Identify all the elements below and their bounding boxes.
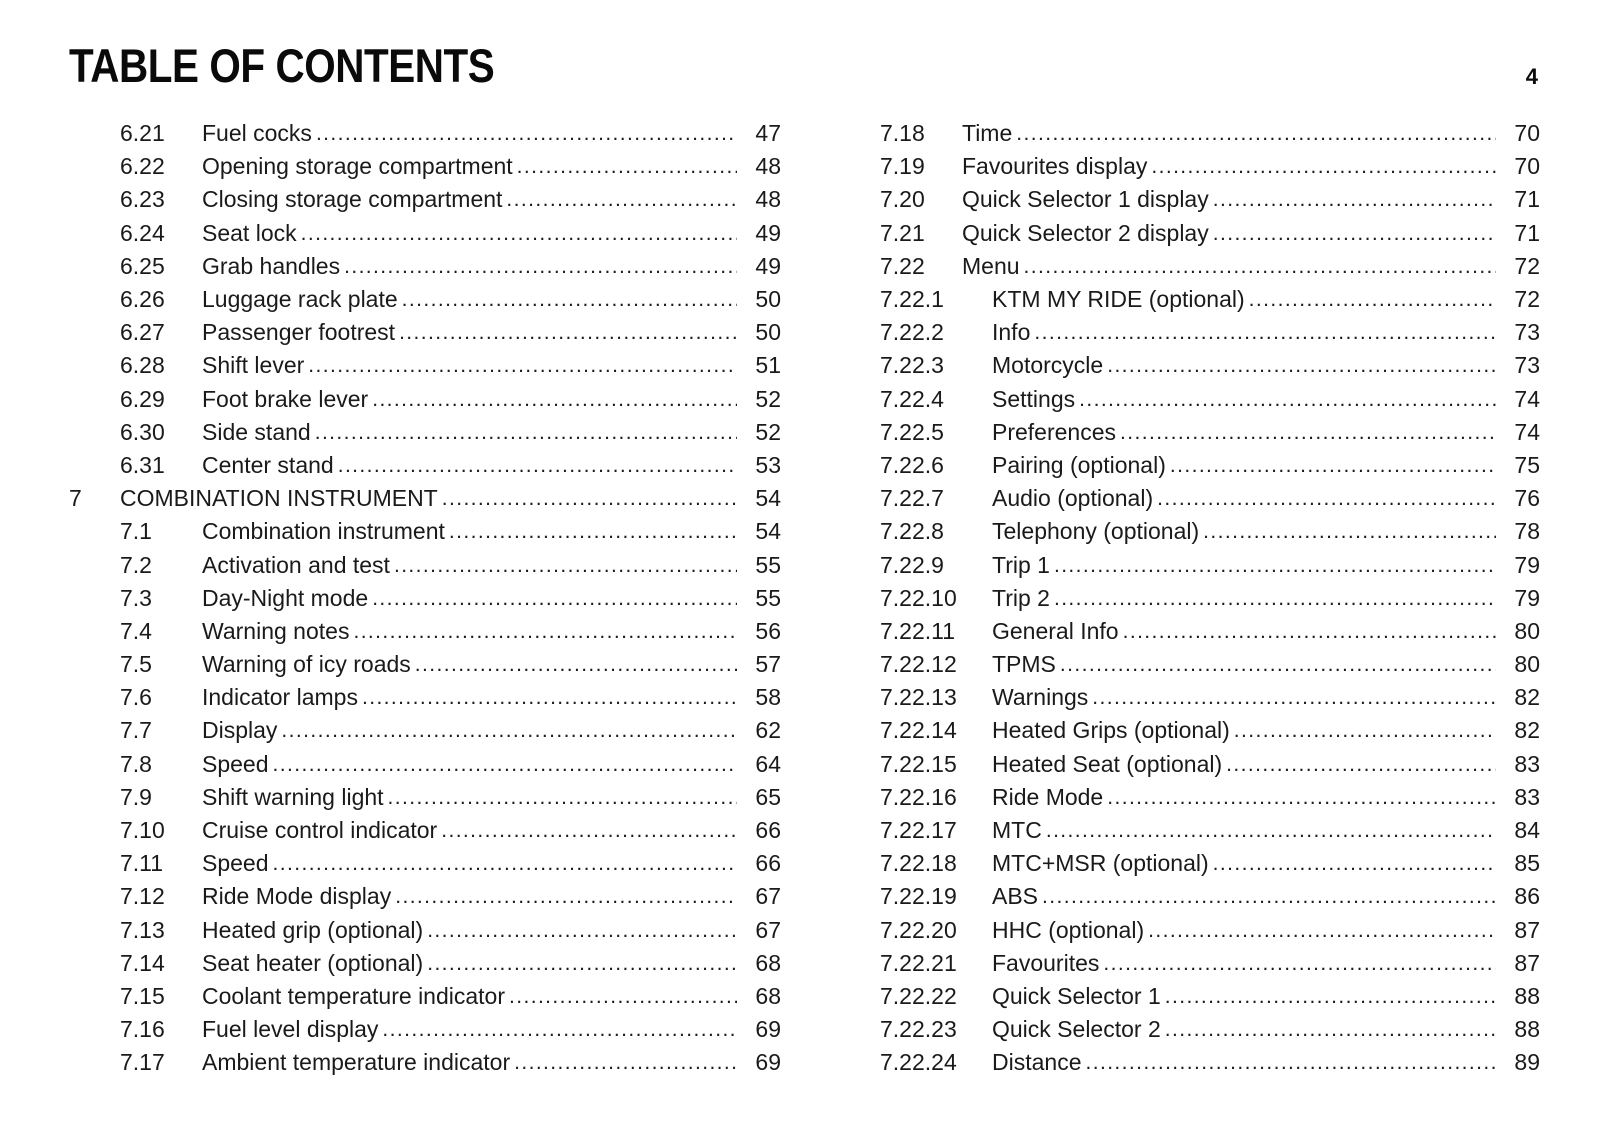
toc-section-title[interactable]: Center stand bbox=[202, 449, 338, 482]
toc-section-number: 7.16 bbox=[120, 1016, 165, 1043]
toc-page-number[interactable]: 53 bbox=[737, 449, 781, 482]
toc-section-number: 7.19 bbox=[880, 153, 925, 180]
toc-page-number[interactable]: 55 bbox=[737, 582, 781, 615]
toc-page-number[interactable]: 88 bbox=[1496, 980, 1540, 1013]
dot-leader bbox=[308, 349, 737, 382]
toc-section-title[interactable]: Fuel level display bbox=[202, 1013, 382, 1046]
toc-page-number[interactable]: 75 bbox=[1496, 449, 1540, 482]
dot-leader bbox=[1148, 914, 1496, 947]
dot-leader bbox=[1213, 183, 1496, 216]
dot-leader bbox=[315, 416, 737, 449]
toc-entry[interactable] bbox=[880, 283, 1540, 316]
toc-page-number[interactable]: 74 bbox=[1496, 416, 1540, 449]
toc-page-number[interactable]: 68 bbox=[737, 947, 781, 980]
toc-section-number: 7.22.1 bbox=[880, 286, 944, 313]
toc-section-number: 7.5 bbox=[120, 651, 152, 678]
dot-leader bbox=[415, 648, 737, 681]
toc-entry[interactable] bbox=[69, 283, 781, 316]
toc-section-number: 7.22.3 bbox=[880, 352, 944, 379]
toc-page-number[interactable]: 73 bbox=[1496, 316, 1540, 349]
toc-section-number: 7.18 bbox=[880, 120, 925, 147]
toc-section-title[interactable]: Warnings bbox=[992, 681, 1092, 714]
toc-section-number: 7.6 bbox=[120, 684, 152, 711]
toc-chapter-entry[interactable] bbox=[69, 482, 781, 515]
toc-entry[interactable] bbox=[69, 714, 781, 747]
toc-page-number[interactable]: 66 bbox=[737, 847, 781, 880]
toc-page-number[interactable]: 72 bbox=[1496, 250, 1540, 283]
toc-section-number: 7.22.8 bbox=[880, 518, 944, 545]
toc-section-number: 7.22.9 bbox=[880, 551, 944, 578]
dot-leader bbox=[395, 880, 737, 913]
toc-entry[interactable] bbox=[69, 947, 781, 980]
toc-section-title[interactable]: Preferences bbox=[992, 416, 1120, 449]
toc-entry[interactable] bbox=[69, 814, 781, 847]
toc-section-title[interactable]: COMBINATION INSTRUMENT bbox=[120, 482, 442, 515]
toc-section-number: 7.21 bbox=[880, 219, 925, 246]
toc-section-title[interactable]: Warning notes bbox=[202, 615, 353, 648]
toc-entry[interactable] bbox=[880, 880, 1540, 913]
toc-entry[interactable] bbox=[880, 150, 1540, 183]
toc-entry[interactable] bbox=[880, 814, 1540, 847]
toc-section-number: 6.30 bbox=[120, 418, 165, 445]
toc-section-title[interactable]: Speed bbox=[202, 847, 273, 880]
dot-leader bbox=[353, 615, 737, 648]
toc-section-title[interactable]: Ride Mode bbox=[992, 781, 1107, 814]
toc-section-title[interactable]: HHC (optional) bbox=[992, 914, 1148, 947]
toc-section-title[interactable]: MTC bbox=[992, 814, 1046, 847]
toc-section-title[interactable]: Cruise control indicator bbox=[202, 814, 441, 847]
toc-section-number: 7.14 bbox=[120, 949, 165, 976]
toc-entry[interactable] bbox=[880, 416, 1540, 449]
toc-page-number[interactable]: 54 bbox=[737, 482, 781, 515]
dot-leader bbox=[402, 283, 737, 316]
toc-entry[interactable] bbox=[880, 582, 1540, 615]
toc-section-title[interactable]: Luggage rack plate bbox=[202, 283, 402, 316]
dot-leader bbox=[1024, 250, 1496, 283]
dot-leader bbox=[301, 217, 737, 250]
toc-section-number: 7.22.4 bbox=[880, 385, 944, 412]
toc-entry[interactable] bbox=[880, 117, 1540, 150]
dot-leader bbox=[1213, 847, 1496, 880]
toc-section-number: 7.22.21 bbox=[880, 949, 957, 976]
toc-section-title[interactable]: Shift lever bbox=[202, 349, 308, 382]
toc-section-title[interactable]: Side stand bbox=[202, 416, 315, 449]
toc-section-title[interactable]: Ambient temperature indicator bbox=[202, 1046, 514, 1079]
toc-section-title[interactable]: Warning of icy roads bbox=[202, 648, 415, 681]
toc-section-title[interactable]: Indicator lamps bbox=[202, 681, 362, 714]
toc-page-number[interactable]: 48 bbox=[737, 183, 781, 216]
toc-section-title[interactable]: General Info bbox=[992, 615, 1123, 648]
toc-right-column bbox=[880, 117, 1540, 1079]
toc-entry[interactable] bbox=[69, 183, 781, 216]
toc-entry[interactable] bbox=[69, 980, 781, 1013]
toc-section-number: 6.28 bbox=[120, 352, 165, 379]
dot-leader bbox=[273, 847, 737, 880]
toc-page-number[interactable]: 73 bbox=[1496, 349, 1540, 382]
dot-leader bbox=[449, 515, 737, 548]
toc-section-number: 7.17 bbox=[120, 1049, 165, 1076]
toc-entry[interactable] bbox=[69, 1013, 781, 1046]
toc-page-number[interactable]: 86 bbox=[1496, 880, 1540, 913]
toc-section-title[interactable]: Favourites display bbox=[962, 150, 1151, 183]
toc-section-title[interactable]: Favourites bbox=[992, 947, 1103, 980]
toc-section-number: 7.22.6 bbox=[880, 451, 944, 478]
toc-entry[interactable] bbox=[69, 748, 781, 781]
toc-section-title[interactable]: Quick Selector 1 display bbox=[962, 183, 1213, 216]
toc-entry[interactable] bbox=[880, 383, 1540, 416]
toc-entry[interactable] bbox=[69, 117, 781, 150]
toc-page-number[interactable]: 56 bbox=[737, 615, 781, 648]
toc-section-number: 6.24 bbox=[120, 219, 165, 246]
dot-leader bbox=[514, 1046, 737, 1079]
toc-page-number[interactable]: 82 bbox=[1496, 681, 1540, 714]
toc-page-number[interactable]: 58 bbox=[737, 681, 781, 714]
toc-page-number[interactable]: 83 bbox=[1496, 748, 1540, 781]
toc-section-title[interactable]: Activation and test bbox=[202, 549, 394, 582]
toc-page-number[interactable]: 57 bbox=[737, 648, 781, 681]
dot-leader bbox=[281, 714, 737, 747]
toc-page-number[interactable]: 74 bbox=[1496, 383, 1540, 416]
toc-section-number: 7.13 bbox=[120, 916, 165, 943]
toc-section-title[interactable]: Day-Night mode bbox=[202, 582, 372, 615]
dot-leader bbox=[1123, 615, 1496, 648]
dot-leader bbox=[1213, 217, 1496, 250]
toc-entry[interactable] bbox=[69, 416, 781, 449]
toc-section-title[interactable]: Menu bbox=[962, 250, 1024, 283]
toc-entry[interactable] bbox=[880, 681, 1540, 714]
dot-leader bbox=[1107, 781, 1496, 814]
toc-section-title[interactable]: Time bbox=[962, 117, 1016, 150]
toc-section-title[interactable]: Telephony (optional) bbox=[992, 515, 1203, 548]
toc-page-number[interactable]: 76 bbox=[1496, 482, 1540, 515]
toc-section-number: 7.22.11 bbox=[880, 617, 956, 644]
toc-entry[interactable] bbox=[880, 615, 1540, 648]
toc-section-number: 6.23 bbox=[120, 186, 165, 213]
toc-section-number: 7.22.15 bbox=[880, 750, 957, 777]
toc-section-title[interactable]: Distance bbox=[992, 1046, 1085, 1079]
toc-entry[interactable] bbox=[880, 217, 1540, 250]
toc-entry[interactable] bbox=[69, 150, 781, 183]
toc-entry[interactable] bbox=[69, 914, 781, 947]
toc-page-number[interactable]: 67 bbox=[737, 880, 781, 913]
toc-section-number: 7 bbox=[69, 485, 82, 512]
dot-leader bbox=[1054, 582, 1496, 615]
toc-page-number[interactable]: 50 bbox=[737, 316, 781, 349]
toc-page-number[interactable]: 83 bbox=[1496, 781, 1540, 814]
toc-section-title[interactable]: Quick Selector 1 bbox=[992, 980, 1165, 1013]
toc-section-title[interactable]: Heated Grips (optional) bbox=[992, 714, 1234, 747]
toc-entry[interactable] bbox=[880, 316, 1540, 349]
dot-leader bbox=[1103, 947, 1496, 980]
toc-section-number: 7.2 bbox=[120, 551, 152, 578]
dot-leader bbox=[1042, 880, 1496, 913]
dot-leader bbox=[388, 781, 737, 814]
dot-leader bbox=[1249, 283, 1496, 316]
dot-leader bbox=[273, 748, 737, 781]
toc-page-number[interactable]: 87 bbox=[1496, 947, 1540, 980]
dot-leader bbox=[1016, 117, 1496, 150]
toc-entry[interactable] bbox=[69, 648, 781, 681]
toc-section-number: 7.9 bbox=[120, 783, 152, 810]
toc-page-number[interactable]: 78 bbox=[1496, 515, 1540, 548]
toc-page-number[interactable]: 47 bbox=[737, 117, 781, 150]
dot-leader bbox=[372, 582, 737, 615]
toc-entry[interactable] bbox=[880, 781, 1540, 814]
dot-leader bbox=[382, 1013, 737, 1046]
dot-leader bbox=[1107, 349, 1496, 382]
toc-section-number: 7.22.17 bbox=[880, 817, 957, 844]
toc-page-number[interactable]: 62 bbox=[737, 714, 781, 747]
dot-leader bbox=[1226, 748, 1496, 781]
toc-entry[interactable] bbox=[880, 548, 1540, 581]
toc-section-number: 7.12 bbox=[120, 883, 165, 910]
dot-leader bbox=[1203, 515, 1496, 548]
toc-section-title[interactable]: Seat heater (optional) bbox=[202, 947, 427, 980]
dot-leader bbox=[372, 383, 737, 416]
toc-entry[interactable] bbox=[69, 615, 781, 648]
toc-entry[interactable] bbox=[69, 847, 781, 880]
toc-entry[interactable] bbox=[880, 250, 1540, 283]
toc-entry[interactable] bbox=[69, 681, 781, 714]
toc-section-title[interactable]: Settings bbox=[992, 383, 1079, 416]
toc-page-number[interactable]: 88 bbox=[1496, 1013, 1540, 1046]
dot-leader bbox=[1079, 383, 1496, 416]
toc-section-title[interactable]: Display bbox=[202, 714, 281, 747]
toc-section-number: 7.3 bbox=[120, 584, 152, 611]
toc-section-number: 7.15 bbox=[120, 982, 165, 1009]
toc-section-number: 7.22.20 bbox=[880, 916, 957, 943]
toc-page-number[interactable]: 80 bbox=[1496, 648, 1540, 681]
dot-leader bbox=[316, 117, 737, 150]
dot-leader bbox=[427, 914, 737, 947]
dot-leader bbox=[338, 449, 737, 482]
page-title: TABLE OF CONTENTS bbox=[69, 39, 495, 92]
toc-section-title[interactable]: Shift warning light bbox=[202, 781, 388, 814]
toc-page-number[interactable]: 52 bbox=[737, 416, 781, 449]
toc-entry[interactable] bbox=[880, 648, 1540, 681]
dot-leader bbox=[1085, 1046, 1496, 1079]
toc-section-number: 7.22.22 bbox=[880, 982, 957, 1009]
toc-page-number[interactable]: 52 bbox=[737, 383, 781, 416]
toc-page-number[interactable]: 82 bbox=[1496, 714, 1540, 747]
toc-section-title[interactable]: Fuel cocks bbox=[202, 117, 316, 150]
dot-leader bbox=[1120, 416, 1496, 449]
toc-page-number[interactable]: 64 bbox=[737, 748, 781, 781]
toc-page-number[interactable]: 48 bbox=[737, 150, 781, 183]
toc-section-title[interactable]: ABS bbox=[992, 880, 1042, 913]
toc-page-number[interactable]: 66 bbox=[737, 814, 781, 847]
toc-section-number: 7.22.13 bbox=[880, 684, 957, 711]
toc-entry[interactable] bbox=[880, 1013, 1540, 1046]
toc-page-number[interactable]: 68 bbox=[737, 980, 781, 1013]
dot-leader bbox=[1092, 681, 1496, 714]
toc-entry[interactable] bbox=[69, 316, 781, 349]
toc-page-number[interactable]: 72 bbox=[1496, 283, 1540, 316]
toc-section-number: 7.22.5 bbox=[880, 418, 944, 445]
toc-section-number: 7.22.2 bbox=[880, 319, 944, 346]
toc-section-number: 7.1 bbox=[120, 518, 152, 545]
toc-page-number[interactable]: 79 bbox=[1496, 582, 1540, 615]
page-number: 4 bbox=[1525, 64, 1538, 89]
toc-entry[interactable] bbox=[69, 582, 781, 615]
dot-leader bbox=[506, 183, 737, 216]
toc-entry[interactable] bbox=[880, 748, 1540, 781]
dot-leader bbox=[394, 549, 737, 582]
toc-page-number[interactable]: 55 bbox=[737, 549, 781, 582]
toc-section-number: 6.31 bbox=[120, 451, 165, 478]
toc-section-number: 6.22 bbox=[120, 153, 165, 180]
toc-section-number: 7.22.18 bbox=[880, 850, 957, 877]
dot-leader bbox=[344, 250, 737, 283]
toc-entry[interactable] bbox=[69, 781, 781, 814]
toc-section-number: 6.25 bbox=[120, 252, 165, 279]
toc-section-title[interactable]: Trip 2 bbox=[992, 582, 1054, 615]
toc-section-number: 6.27 bbox=[120, 319, 165, 346]
dot-leader bbox=[442, 482, 737, 515]
toc-page-number[interactable]: 49 bbox=[737, 250, 781, 283]
dot-leader bbox=[1234, 714, 1496, 747]
toc-section-title[interactable]: Quick Selector 2 bbox=[992, 1013, 1165, 1046]
dot-leader bbox=[1170, 449, 1496, 482]
toc-section-title[interactable]: Info bbox=[992, 316, 1034, 349]
toc-page-number[interactable]: 50 bbox=[737, 283, 781, 316]
toc-section-number: 7.22.23 bbox=[880, 1016, 957, 1043]
toc-section-number: 7.22.12 bbox=[880, 651, 957, 678]
toc-entry[interactable] bbox=[69, 548, 781, 581]
toc-entry[interactable] bbox=[880, 847, 1540, 880]
toc-page-number[interactable]: 51 bbox=[737, 349, 781, 382]
toc-section-title[interactable]: Coolant temperature indicator bbox=[202, 980, 509, 1013]
toc-entry[interactable] bbox=[880, 714, 1540, 747]
toc-section-number: 7.20 bbox=[880, 186, 925, 213]
toc-section-number: 7.22.24 bbox=[880, 1049, 957, 1076]
toc-section-title[interactable]: Closing storage compartment bbox=[202, 183, 506, 216]
toc-entry[interactable] bbox=[880, 482, 1540, 515]
dot-leader bbox=[1060, 648, 1496, 681]
toc-page-number[interactable]: 79 bbox=[1496, 549, 1540, 582]
toc-page-number[interactable]: 85 bbox=[1496, 847, 1540, 880]
toc-entry[interactable] bbox=[880, 515, 1540, 548]
toc-section-title[interactable]: MTC+MSR (optional) bbox=[992, 847, 1213, 880]
toc-entry[interactable] bbox=[880, 914, 1540, 947]
toc-section-title[interactable]: Seat lock bbox=[202, 217, 301, 250]
toc-section-title[interactable]: Passenger footrest bbox=[202, 316, 399, 349]
toc-page-number[interactable]: 71 bbox=[1496, 183, 1540, 216]
toc-section-title[interactable]: Trip 1 bbox=[992, 549, 1054, 582]
toc-section-number: 6.26 bbox=[120, 286, 165, 313]
toc-entry[interactable] bbox=[880, 349, 1540, 382]
toc-section-title[interactable]: Heated Seat (optional) bbox=[992, 748, 1226, 781]
toc-page-number[interactable]: 71 bbox=[1496, 217, 1540, 250]
toc-section-title[interactable]: KTM MY RIDE (optional) bbox=[992, 283, 1249, 316]
toc-section-title[interactable]: Ride Mode display bbox=[202, 880, 395, 913]
toc-section-title[interactable]: Heated grip (optional) bbox=[202, 914, 427, 947]
dot-leader bbox=[1165, 1013, 1496, 1046]
toc-entry[interactable] bbox=[69, 217, 781, 250]
dot-leader bbox=[517, 150, 737, 183]
dot-leader bbox=[1165, 980, 1496, 1013]
toc-entry[interactable] bbox=[69, 250, 781, 283]
toc-section-title[interactable]: Grab handles bbox=[202, 250, 344, 283]
dot-leader bbox=[1046, 814, 1496, 847]
toc-entry[interactable] bbox=[69, 515, 781, 548]
toc-page-number[interactable]: 69 bbox=[737, 1046, 781, 1079]
toc-section-number: 7.8 bbox=[120, 750, 152, 777]
toc-section-number: 7.4 bbox=[120, 617, 152, 644]
toc-section-title[interactable]: Foot brake lever bbox=[202, 383, 372, 416]
toc-page-number[interactable]: 54 bbox=[737, 515, 781, 548]
toc-section-title[interactable]: Audio (optional) bbox=[992, 482, 1157, 515]
toc-entry[interactable] bbox=[69, 383, 781, 416]
toc-entry[interactable] bbox=[69, 349, 781, 382]
toc-page-number[interactable]: 80 bbox=[1496, 615, 1540, 648]
toc-section-title[interactable]: Motorcycle bbox=[992, 349, 1107, 382]
dot-leader bbox=[441, 814, 737, 847]
toc-entry[interactable] bbox=[880, 183, 1540, 216]
toc-entry[interactable] bbox=[880, 980, 1540, 1013]
toc-page-number[interactable]: 70 bbox=[1496, 150, 1540, 183]
toc-page-number[interactable]: 89 bbox=[1496, 1046, 1540, 1079]
toc-section-title[interactable]: Pairing (optional) bbox=[992, 449, 1170, 482]
toc-section-number: 7.22.10 bbox=[880, 584, 957, 611]
toc-page-number[interactable]: 84 bbox=[1496, 814, 1540, 847]
toc-section-title[interactable]: Quick Selector 2 display bbox=[962, 217, 1213, 250]
toc-section-number: 7.7 bbox=[120, 717, 152, 744]
dot-leader bbox=[1034, 316, 1496, 349]
toc-page-number[interactable]: 69 bbox=[737, 1013, 781, 1046]
dot-leader bbox=[362, 681, 737, 714]
toc-section-title[interactable]: Speed bbox=[202, 748, 273, 781]
toc-section-number: 7.22.14 bbox=[880, 717, 957, 744]
toc-section-number: 6.21 bbox=[120, 120, 165, 147]
toc-entry[interactable] bbox=[880, 449, 1540, 482]
toc-section-number: 7.11 bbox=[120, 850, 164, 877]
toc-entry[interactable] bbox=[69, 1046, 781, 1079]
toc-section-number: 7.22.7 bbox=[880, 485, 944, 512]
dot-leader bbox=[509, 980, 737, 1013]
toc-section-number: 7.22.19 bbox=[880, 883, 957, 910]
toc-page-number[interactable]: 65 bbox=[737, 781, 781, 814]
toc-section-number: 7.22 bbox=[880, 252, 925, 279]
toc-page-number[interactable]: 70 bbox=[1496, 117, 1540, 150]
toc-entry[interactable] bbox=[69, 449, 781, 482]
toc-section-title[interactable]: Opening storage compartment bbox=[202, 150, 517, 183]
toc-section-title[interactable]: Combination instrument bbox=[202, 515, 449, 548]
toc-page-number[interactable]: 67 bbox=[737, 914, 781, 947]
toc-entry[interactable] bbox=[880, 1046, 1540, 1079]
toc-entry[interactable] bbox=[880, 947, 1540, 980]
toc-page-number[interactable]: 49 bbox=[737, 217, 781, 250]
toc-section-title[interactable]: TPMS bbox=[992, 648, 1060, 681]
dot-leader bbox=[427, 947, 737, 980]
dot-leader bbox=[1151, 150, 1496, 183]
toc-section-number: 6.29 bbox=[120, 385, 165, 412]
toc-section-number: 7.10 bbox=[120, 817, 165, 844]
dot-leader bbox=[1157, 482, 1496, 515]
toc-entry[interactable] bbox=[69, 880, 781, 913]
dot-leader bbox=[1054, 549, 1496, 582]
toc-section-number: 7.22.16 bbox=[880, 783, 957, 810]
toc-page-number[interactable]: 87 bbox=[1496, 914, 1540, 947]
toc-left-column bbox=[69, 117, 781, 1079]
dot-leader bbox=[399, 316, 737, 349]
